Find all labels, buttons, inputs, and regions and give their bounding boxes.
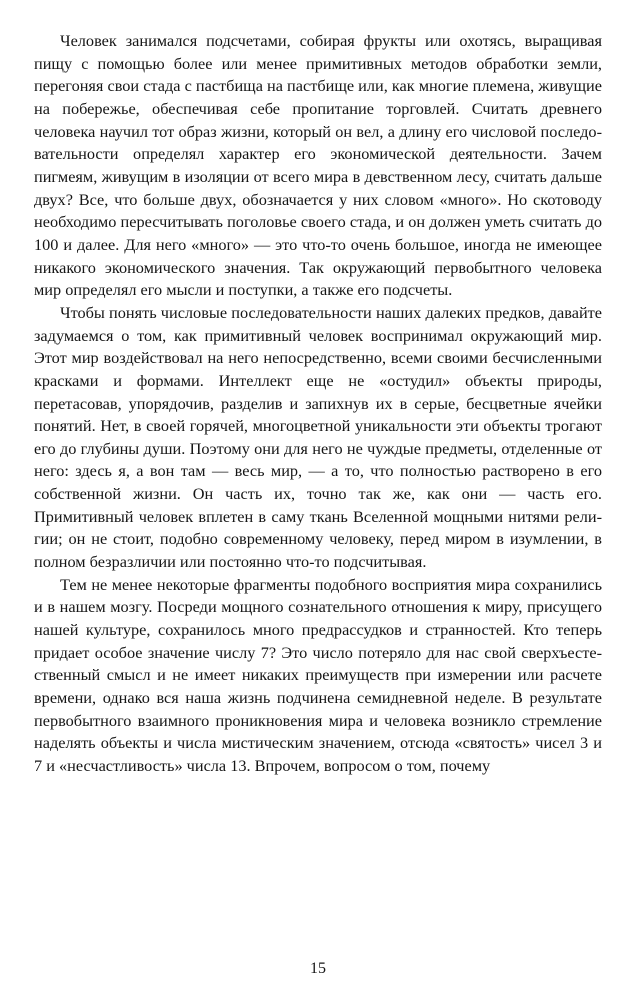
paragraph-3: Тем не менее некоторые фрагменты подобного восприятия мира сохранились и в нашем мозгу. Посреди мощного сознательного отношения к миру, присущего нашей культуре, сохранилось много предрассудков и странностей. Кто теперь придает особое значение числу 7? Это число потеряло для нас свой сверхъестественный смысл и не имеет никаких преимуществ при измерении или расчете времени, однако вся наша жизнь подчинена семидневной неделе. В результате первобытного взаимного проникновения мира и человека возникло стремление наделять объекты и числа мистическим значением, отсюда «святость» чисел 3 и 7 и «несчастливость» числа 13. Впрочем, вопросом о том, почему	[34, 574, 602, 775]
paragraph-2: Чтобы понять числовые последовательности наших далеких предков, давайте задумаемся о том, как примитивный человек воспринимал окружающий мир. Этот мир воздействовал на него непосредственно, всеми своими бесчисленными красками и формами. Интеллект еще не «остудил» объекты природы, перетасовав, упорядочив, разделив и запихнув их в серые, бесцветные ячейки понятий. Нет, в своей горячей, многоцветной уникальности эти объекты трогают его до глубины души. Поэтому они для него не чуждые предметы, отделенные от него: здесь я, а вон там — весь мир, — а то, что полностью растворено в его собственной жизни. Он часть их, точно так же, как они — часть его. Примитивный человек вплетен в саму ткань Вселенной мощными нитями религии; он не стоит, подобно современному человеку, перед миром в изумлении, в полном безразличии или постоянно что-то подсчитывая.	[34, 302, 602, 572]
book-page	[34, 30, 602, 975]
paragraph-1: Человек занимался подсчетами, собирая фрукты или охотясь, выращивая пищу с помощью более или менее примитивных методов обработки земли, перегоняя свои стада с пастбища на пастбище или, как многие племена, живущие на побережье, обеспечивая себе пропитание торговлей. Считать древнего человека научил тот образ жизни, который он вел, а длину его числовой последовательности определял характер его экономической деятельности. Зачем пигмеям, живущим в изоляции от всего мира в девственном лесу, считать дальше двух? Все, что больше двух, обозначается у них словом «много». Но скотоводу необходимо пересчитывать поголовье своего стада, и он должен уметь считать до 100 и далее. Для него «много» — это что-то очень большое, иногда не имеющее никакого экономического значения. Так окружающий первобытного человека мир определял его мысли и поступки, а также его подсчеты.	[34, 31, 602, 300]
page-number: 15	[310, 960, 326, 977]
